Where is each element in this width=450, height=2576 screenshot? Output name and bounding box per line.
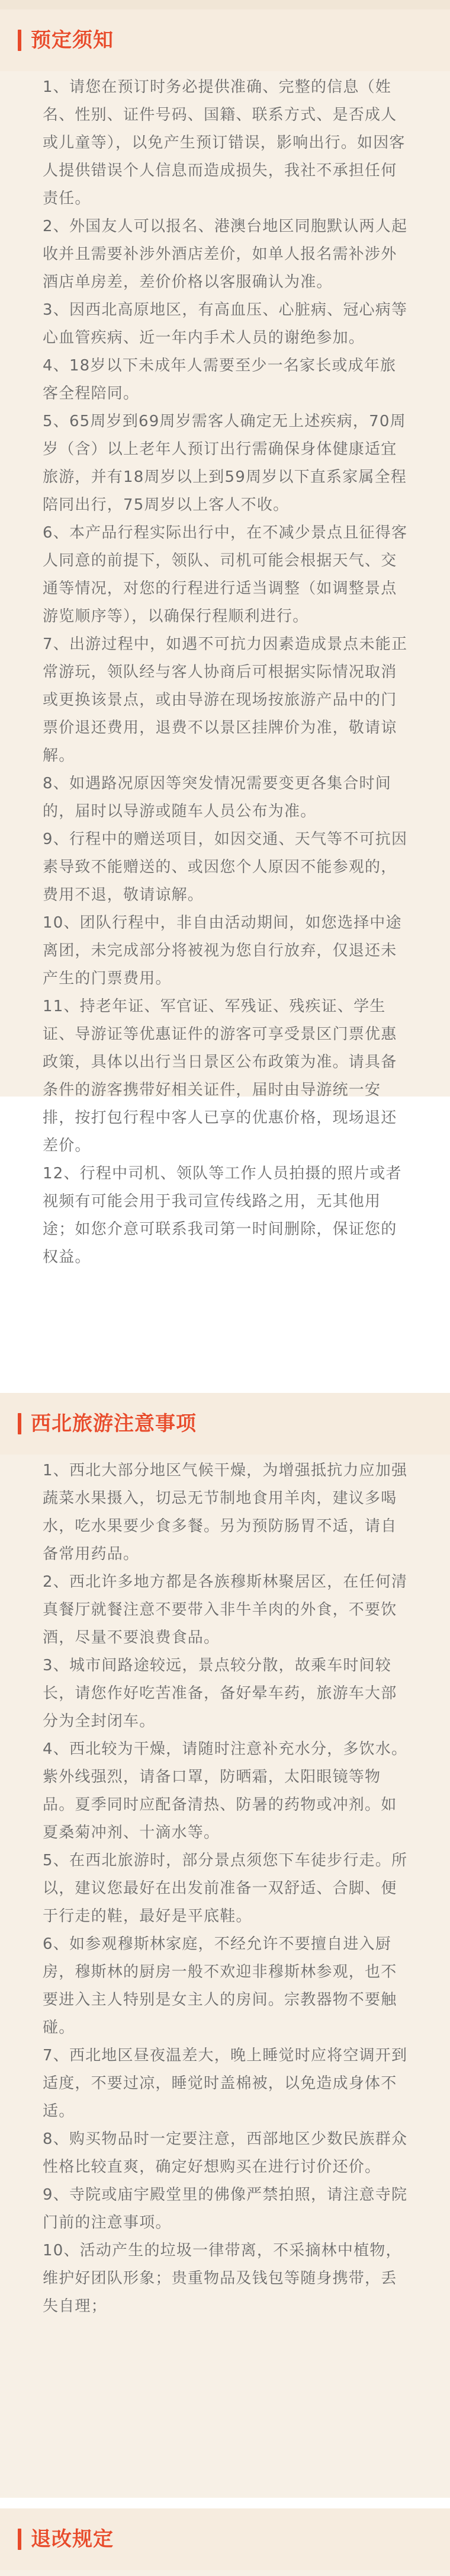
list-item: 9、寺院或庙宇殿堂里的佛像严禁拍照，请注意寺院门前的注意事项。 xyxy=(43,2186,408,2232)
section-title: 西北旅游注意事项 xyxy=(31,1412,197,1436)
section-header-refund-policy xyxy=(0,2508,450,2570)
northwest-tips-list xyxy=(43,1457,410,2321)
list-item: 4、西北较为干燥，请随时注意补充水分，多饮水。紫外线强烈，请备口罩，防晒霜，太阳眼镜等物品。夏季同时应配备清热、防暑的药物或冲剂。如夏桑菊冲剂、十滴水等。 xyxy=(43,1740,408,1842)
list-item: 12、行程中司机、领队等工作人员拍摄的照片或者视频有可能会用于我司宣传线路之用，无其他用途；如您介意可联系我司第一时间删除，保证您的权益。 xyxy=(43,1165,402,1266)
list-item: 10、团队行程中，非自由活动期间，如您选择中途离团，未完成部分将被视为您自行放弃，仅退还未产生的门票费用。 xyxy=(43,914,402,987)
section-body-refund-policy xyxy=(0,2570,450,2576)
top-divider xyxy=(0,0,450,9)
section-header-booking-notice xyxy=(0,9,450,71)
list-item: 9、行程中的赠送项目，如因交通、天气等不可抗因素导致不能赠送的、或因您个人原因不能参观的，费用不退，敬请谅解。 xyxy=(43,830,408,904)
section-divider xyxy=(0,1381,450,1393)
section-header-northwest-tips xyxy=(0,1393,450,1455)
section-title: 退改规定 xyxy=(31,2527,114,2551)
list-item: 1、请您在预订时务必提供准确、完整的信息（姓名、性别、证件号码、国籍、联系方式、是否成人或儿童等），以免产生预订错误，影响出行。如因客人提供错误个人信息而造成损失，我社不承担任何责任。 xyxy=(43,78,406,207)
list-item: 6、本产品行程实际出行中，在不减少景点且征得客人同意的前提下，领队、司机可能会根据天气、交通等情况，对您的行程进行适当调整（如调整景点游览顺序等），以确保行程顺利进行。 xyxy=(43,524,408,625)
list-item: 6、如参观穆斯林家庭，不经允许不要擅自进入厨房，穆斯林的厨房一般不欢迎非穆斯林参观，也不要进入主人特别是女主人的房间。宗教器物不要触碰。 xyxy=(43,1935,397,2037)
list-item: 10、活动产生的垃圾一律带离，不采摘林中植物，维护好团队形象；贵重物品及钱包等随身携带，丢失自理； xyxy=(43,2242,402,2315)
section-title: 预定须知 xyxy=(31,28,114,52)
list-item: 2、外国友人可以报名、港澳台地区同胞默认两人起收并且需要补涉外酒店差价，如单人报名需补涉外酒店单房差，差价价格以客服确认为准。 xyxy=(43,218,408,291)
list-item: 3、因西北高原地区，有高血压、心脏病、冠心病等心血管疾病、近一年内手术人员的谢绝参加。 xyxy=(43,301,408,347)
list-item: 8、购买物品时一定要注意，西部地区少数民族群众性格比较直爽，确定好想购买在进行讨价还价。 xyxy=(43,2130,408,2176)
list-item: 11、持老年证、军官证、军残证、残疾证、学生证、导游证等优惠证件的游客可享受景区门票优惠政策，具体以出行当日景区公布政策为准。请具备条件的游客携带好相关证件，届时由导游统一安排，按打包行程中客人已享的优惠价格，现场退还差价。 xyxy=(43,998,397,1155)
list-item: 5、65周岁到69周岁需客人确定无上述疾病，70周岁（含）以上老年人预订出行需确保身体健康适宜旅游，并有18周岁以上到59周岁以下直系家属全程陪同出行，75周岁以上客人不收。 xyxy=(43,413,407,514)
list-item: 4、18岁以下未成年人需要至少一名家长或成年旅客全程陪同。 xyxy=(43,357,397,402)
booking-notice-list xyxy=(43,73,410,1271)
section-accent-bar xyxy=(18,1413,21,1434)
list-item: 2、西北许多地方都是各族穆斯林聚居区，在任何清真餐厅就餐注意不要带入非牛羊肉的外食，不要饮酒，尽量不要浪费食品。 xyxy=(43,1573,408,1647)
list-item: 5、在西北旅游时，部分景点须您下车徒步行走。所以，建议您最好在出发前准备一双舒适、合脚、便于行走的鞋，最好是平底鞋。 xyxy=(43,1852,408,1925)
section-body-booking-notice xyxy=(0,71,450,1266)
section-accent-bar xyxy=(18,30,21,51)
section-accent-bar xyxy=(18,2529,21,2550)
section-body-northwest-tips xyxy=(0,1455,450,2498)
section-divider xyxy=(0,2498,450,2508)
list-item: 3、城市间路途较远，景点较分散，故乘车时间较长，请您作好吃苦准备，备好晕车药，旅游车大部分为全封闭车。 xyxy=(43,1657,397,1730)
list-item: 7、西北地区昼夜温差大，晚上睡觉时应将空调开到适度，不要过凉，睡觉时盖棉被，以免造成身体不适。 xyxy=(43,2047,408,2120)
list-item: 8、如遇路况原因等突发情况需要变更各集合时间的，届时以导游或随车人员公布为准。 xyxy=(43,775,391,820)
list-item: 1、西北大部分地区气候干燥，为增强抵抗力应加强蔬菜水果摄入，切忌无节制地食用羊肉，建议多喝水，吃水果要少食多餐。另为预防肠胃不适，请自备常用药品。 xyxy=(43,1462,408,1563)
list-item: 7、出游过程中，如遇不可抗力因素造成景点未能正常游玩，领队经与客人协商后可根据实际情况取消或更换该景点，或由导游在现场按旅游产品中的门票价退还费用，退费不以景区挂牌价为准，敬请谅解。 xyxy=(43,635,408,765)
